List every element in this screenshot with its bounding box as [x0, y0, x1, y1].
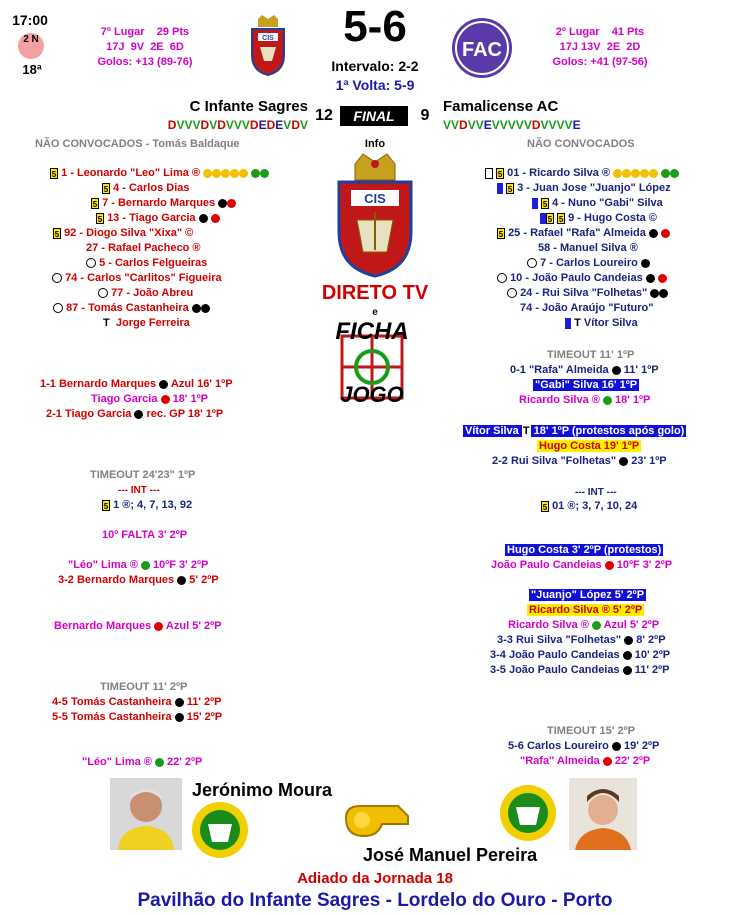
away-table-position: 9: [420, 107, 430, 124]
form-result: D: [249, 118, 259, 132]
division-label: 2 N: [23, 34, 39, 45]
list-item: 5 4 - Nuno "Gabi" Silva: [532, 196, 663, 211]
list-item: "Léo" Lima ® 22' 2ºP: [82, 756, 203, 768]
form-result: V: [241, 118, 250, 132]
form-result: E: [572, 118, 581, 132]
match-sheet-link[interactable]: [322, 318, 422, 408]
form-result: V: [564, 118, 573, 132]
list-item: 5 1 - Leonardo "Leo" Lima ®: [50, 166, 269, 181]
list-item: 10 - João Paulo Candeias: [497, 271, 667, 286]
bench-icon: [86, 258, 96, 268]
list-item: 5 4 - Carlos Dias: [103, 182, 190, 194]
list-item: Hugo Costa 3' 2ºP (protestos): [507, 544, 662, 556]
list-item: 2-1 Tiago Garcia rec. GP 18' 1ºP: [46, 408, 224, 420]
form-result: D: [167, 118, 177, 132]
match-sheet-subtitle: JOGO: [340, 382, 404, 407]
home-crest-large[interactable]: [333, 152, 417, 280]
form-result: E: [483, 118, 492, 132]
list-item: 74 - João Araújo "Futuro": [520, 302, 654, 314]
referee-1-name: Jerónimo Moura: [192, 780, 333, 800]
form-result: D: [459, 118, 468, 132]
form-result: D: [266, 118, 276, 132]
form-result: V: [556, 118, 565, 132]
coach-icon: T: [103, 317, 110, 329]
form-result: D: [291, 118, 300, 132]
list-item: 58 - Manuel Silva ®: [538, 242, 638, 254]
form-result: V: [184, 118, 193, 132]
form-result: V: [523, 118, 532, 132]
list-item: 3-5 João Paulo Candeias 11' 2ºP: [490, 664, 670, 676]
first-leg-score: 1ª Volta: 5-9: [335, 77, 415, 93]
list-item: 5 01 ®; 3, 7, 10, 24: [542, 500, 638, 512]
away-not-called: NÃO CONVOCADOS: [527, 138, 635, 150]
form-result: D: [217, 118, 226, 132]
home-stat-goals: Golos: +13 (89-76): [97, 56, 193, 68]
list-item: 5 13 - Tiago Garcia: [96, 211, 220, 226]
form-result: V: [451, 118, 460, 132]
interval-label: --- INT ---: [575, 487, 617, 498]
form-result: V: [233, 118, 242, 132]
person-icon: [569, 778, 637, 850]
away-team-name: Famalicense AC: [443, 98, 559, 115]
form-result: V: [507, 118, 516, 132]
list-item: 5 5 9 - Hugo Costa ©: [540, 211, 657, 226]
home-form: [90, 118, 308, 132]
form-result: V: [467, 118, 476, 132]
list-item: 3-3 Rui Silva "Folhetas" 8' 2ºP: [497, 634, 666, 646]
venue: Pavilhão do Infante Sagres - Lordelo do Ouro - Porto: [137, 890, 613, 911]
list-item: T Vítor Silva: [565, 316, 638, 331]
away-form: [443, 118, 643, 132]
form-result: V: [299, 118, 308, 132]
list-item: 27 - Rafael Pacheco ®: [86, 242, 201, 254]
whistle-icon: [342, 800, 412, 840]
form-result: V: [540, 118, 549, 132]
referee-1-photo: [110, 778, 182, 850]
form-result: E: [258, 118, 267, 132]
list-item: 1-1 Bernardo Marques Azul 16' 1ºP: [40, 378, 233, 390]
number-badge-icon: 5: [51, 169, 57, 179]
svg-text:FAC: FAC: [462, 39, 502, 61]
list-item: 5 25 - Rafael "Rafa" Almeida: [497, 226, 670, 241]
form-result: V: [192, 118, 201, 132]
association-logo-icon: [498, 783, 558, 843]
home-table-position: 12: [315, 107, 333, 124]
list-item: Hugo Costa 19' 1ºP: [539, 440, 640, 452]
penalty-icon: [211, 214, 220, 223]
referee-2-name: José Manuel Pereira: [363, 845, 538, 865]
division-badge: [18, 33, 44, 59]
list-item: 5 3 - Juan Jose "Juanjo" López: [497, 181, 671, 196]
direto-tv-link[interactable]: DIRETO TV: [321, 282, 429, 304]
list-item: 3-2 Bernardo Marques 5' 2ºP: [58, 574, 219, 586]
goal-icon: [218, 199, 227, 208]
list-item: João Paulo Candeias 10ºF 3' 2ºP: [491, 559, 673, 571]
final-score: 5-6: [343, 2, 407, 51]
home-not-called: NÃO CONVOCADOS - Tomás Baldaque: [35, 138, 240, 150]
match-sheet-title: FICHA: [335, 318, 409, 345]
person-icon: [110, 778, 182, 850]
form-result: D: [200, 118, 210, 132]
list-item: 10º FALTA 3' 2ºP: [102, 529, 188, 541]
coach-icon: T: [574, 317, 581, 329]
list-item: 5 92 - Diogo Silva "Xixa" ©: [54, 227, 194, 239]
form-result: V: [283, 118, 292, 132]
away-stat-record: 17J 13V 2E 2D: [559, 41, 641, 53]
goal-icon: [251, 169, 260, 178]
association-logo-icon: [190, 800, 250, 860]
list-item: 5-5 Tomás Castanheira 15' 2ºP: [52, 711, 223, 723]
form-result: D: [531, 118, 541, 132]
info-link[interactable]: Info: [364, 138, 386, 150]
away-stat-place: 2º Lugar 41 Pts: [555, 26, 645, 38]
list-item: 0-1 "Rafa" Almeida 11' 1ºP: [510, 364, 659, 376]
list-item: 5 - Carlos Felgueiras: [86, 256, 207, 271]
home-stat-record: 17J 9V 2E 6D: [106, 41, 184, 53]
form-result: V: [548, 118, 557, 132]
list-item: 5 7 - Bernardo Marques: [91, 196, 236, 211]
list-item: 87 - Tomás Castanheira: [53, 301, 210, 316]
timeout-event: TIMEOUT 11' 2ºP: [100, 681, 188, 693]
list-item: 5-6 Carlos Loureiro 19' 2ºP: [508, 740, 660, 752]
foul-icon: [227, 199, 236, 208]
home-stats: [75, 25, 215, 70]
match-time: 17:00: [12, 12, 48, 28]
form-result: V: [209, 118, 218, 132]
list-item: Ricardo Silva ® 18' 1ºP: [519, 394, 651, 406]
home-crest: [248, 15, 288, 77]
form-result: V: [443, 118, 452, 132]
list-item: 24 - Rui Silva "Folhetas": [507, 286, 668, 301]
svg-text:CIS: CIS: [364, 191, 386, 206]
list-item: 74 - Carlos "Carlitos" Figueira: [52, 271, 222, 286]
form-result: V: [176, 118, 185, 132]
match-status: [340, 106, 408, 126]
list-item: 7 - Carlos Loureiro: [527, 256, 650, 271]
list-item: Bernardo Marques Azul 5' 2ºP: [54, 620, 222, 632]
svg-text:CIS: CIS: [262, 35, 274, 42]
home-team-name: C Infante Sagres: [189, 98, 308, 115]
away-stats: [530, 25, 670, 70]
list-item: "Léo" Lima ® 10ºF 3' 2ºP: [68, 559, 209, 571]
and-label: e: [372, 307, 378, 318]
timeout-event: TIMEOUT 24'23" 1ºP: [90, 469, 196, 481]
round-number: 18ª: [22, 62, 42, 77]
list-item: Ricardo Silva ® Azul 5' 2ºP: [508, 619, 660, 631]
referee-2-photo: [569, 778, 637, 850]
list-item: 5 1 ®; 4, 7, 13, 92: [103, 499, 193, 511]
list-item: Vítor Silva T 18' 1ºP (protestos após golo): [465, 425, 685, 437]
timeout-event: TIMEOUT 11' 1ºP: [547, 349, 635, 361]
form-result: V: [475, 118, 484, 132]
form-result: V: [225, 118, 234, 132]
list-item: 4-5 Tomás Castanheira 11' 2ºP: [52, 696, 222, 708]
interval-label: --- INT ---: [118, 485, 160, 496]
postponed-note: Adiado da Jornada 18: [297, 870, 453, 887]
form-result: V: [499, 118, 508, 132]
home-stat-place: 7º Lugar 29 Pts: [100, 26, 190, 38]
list-item: Tiago Garcia 18' 1ºP: [91, 393, 208, 405]
form-result: V: [491, 118, 500, 132]
list-item: "Gabi" Silva 16' 1ºP: [535, 379, 638, 391]
list-item: "Juanjo" López 5' 2ºP: [531, 589, 645, 601]
list-item: "Rafa" Almeida 22' 2ºP: [520, 755, 651, 767]
away-stat-goals: Golos: +41 (97-56): [552, 56, 648, 68]
list-item: 2-2 Rui Silva "Folhetas" 23' 1ºP: [492, 455, 667, 467]
goal-icon: [199, 214, 208, 223]
list-item: 5 01 - Ricardo Silva ®: [485, 166, 679, 181]
away-crest: [450, 16, 514, 80]
list-item: 77 - João Abreu: [98, 286, 193, 301]
list-item: Ricardo Silva ® 5' 2ºP: [529, 604, 643, 616]
list-item: T Jorge Ferreira: [103, 317, 190, 329]
form-result: V: [515, 118, 524, 132]
form-result: E: [275, 118, 284, 132]
match-status-label: FINAL: [353, 108, 395, 124]
timeout-event: TIMEOUT 15' 2ºP: [547, 725, 635, 737]
halftime-score: Intervalo: 2-2: [331, 58, 419, 74]
list-item: 3-4 João Paulo Candeias 10' 2ºP: [490, 649, 671, 661]
